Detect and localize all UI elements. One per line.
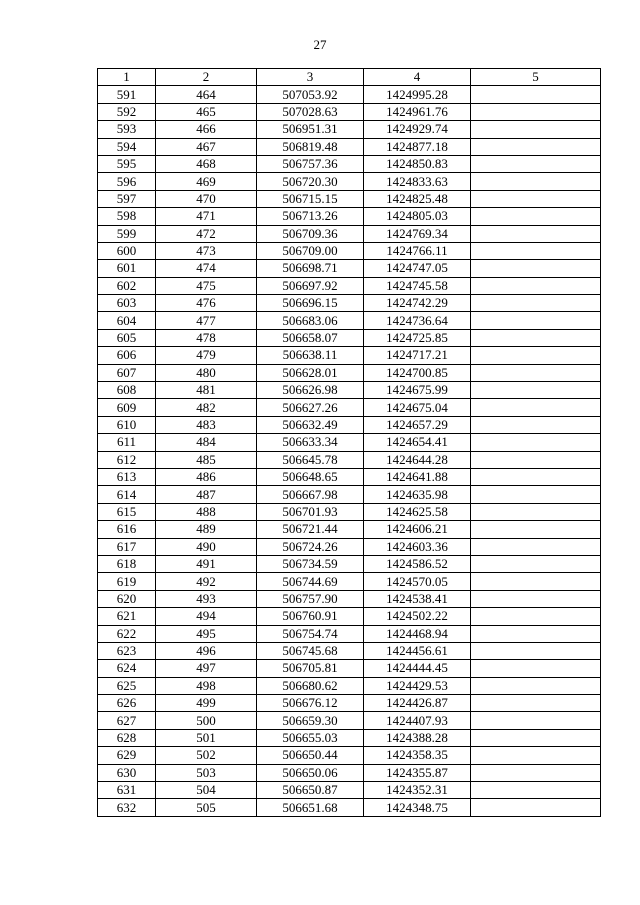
table-cell-col-4: 1424769.34 <box>364 225 471 242</box>
table-row <box>98 764 601 781</box>
table-cell-col-2: 485 <box>156 451 257 468</box>
table-row <box>98 416 601 433</box>
table-cell-col-2: 464 <box>156 86 257 103</box>
table-cell-col-5 <box>471 625 601 642</box>
table-cell-col-3: 506744.69 <box>257 573 364 590</box>
table-row <box>98 712 601 729</box>
table-cell-col-3: 506709.36 <box>257 225 364 242</box>
table-cell-col-2: 494 <box>156 608 257 625</box>
table-cell-col-5 <box>471 695 601 712</box>
table-cell-col-4: 1424850.83 <box>364 155 471 172</box>
table-cell-col-1: 631 <box>98 782 156 799</box>
table-row <box>98 729 601 746</box>
table-cell-col-5 <box>471 764 601 781</box>
table-cell-col-4: 1424675.04 <box>364 399 471 416</box>
table-cell-col-3: 506701.93 <box>257 503 364 520</box>
table-cell-col-2: 484 <box>156 434 257 451</box>
table-cell-col-1: 596 <box>98 173 156 190</box>
table-cell-col-3: 506698.71 <box>257 260 364 277</box>
table-cell-col-3: 506680.62 <box>257 677 364 694</box>
table-cell-col-4: 1424603.36 <box>364 538 471 555</box>
table-cell-col-4: 1424358.35 <box>364 747 471 764</box>
table-cell-col-3: 506683.06 <box>257 312 364 329</box>
table-cell-col-5 <box>471 799 601 816</box>
table-row <box>98 625 601 642</box>
table-cell-col-1: 632 <box>98 799 156 816</box>
table-cell-col-1: 626 <box>98 695 156 712</box>
table-row <box>98 399 601 416</box>
table-cell-col-4: 1424805.03 <box>364 208 471 225</box>
table-row <box>98 451 601 468</box>
table-cell-col-4: 1424700.85 <box>364 364 471 381</box>
table-cell-col-5 <box>471 642 601 659</box>
table-cell-col-4: 1424641.88 <box>364 468 471 485</box>
table-cell-col-5 <box>471 242 601 259</box>
table-cell-col-2: 495 <box>156 625 257 642</box>
table-cell-col-4: 1424929.74 <box>364 121 471 138</box>
table-cell-col-1: 612 <box>98 451 156 468</box>
table-cell-col-4: 1424833.63 <box>364 173 471 190</box>
table-row <box>98 173 601 190</box>
table-cell-col-5 <box>471 590 601 607</box>
table-cell-col-4: 1424586.52 <box>364 555 471 572</box>
table-cell-col-3: 506667.98 <box>257 486 364 503</box>
table-row <box>98 242 601 259</box>
table-cell-col-1: 613 <box>98 468 156 485</box>
table-row <box>98 86 601 103</box>
table-cell-col-5 <box>471 729 601 746</box>
table-cell-col-4: 1424654.41 <box>364 434 471 451</box>
table-row <box>98 503 601 520</box>
table-body <box>98 86 601 816</box>
table-cell-col-3: 506757.36 <box>257 155 364 172</box>
table-cell-col-4: 1424570.05 <box>364 573 471 590</box>
table-cell-col-5 <box>471 364 601 381</box>
table-cell-col-3: 506650.06 <box>257 764 364 781</box>
coordinates-table <box>97 68 601 817</box>
table-row <box>98 468 601 485</box>
table-cell-col-3: 506754.74 <box>257 625 364 642</box>
table-cell-col-1: 625 <box>98 677 156 694</box>
table-cell-col-2: 478 <box>156 329 257 346</box>
table-cell-col-2: 473 <box>156 242 257 259</box>
table-cell-col-1: 616 <box>98 521 156 538</box>
table-row <box>98 608 601 625</box>
table-cell-col-2: 472 <box>156 225 257 242</box>
table-cell-col-3: 506651.68 <box>257 799 364 816</box>
table-cell-col-4: 1424625.58 <box>364 503 471 520</box>
table-header-row <box>98 69 601 86</box>
table-cell-col-3: 506720.30 <box>257 173 364 190</box>
table-cell-col-1: 614 <box>98 486 156 503</box>
table-cell-col-1: 591 <box>98 86 156 103</box>
table-cell-col-1: 601 <box>98 260 156 277</box>
table-cell-col-5 <box>471 190 601 207</box>
table-row <box>98 329 601 346</box>
table-cell-col-5 <box>471 468 601 485</box>
table-cell-col-3: 506676.12 <box>257 695 364 712</box>
table-cell-col-4: 1424635.98 <box>364 486 471 503</box>
table-row <box>98 642 601 659</box>
table-cell-col-5 <box>471 486 601 503</box>
table-cell-col-2: 465 <box>156 103 257 120</box>
table-cell-col-2: 493 <box>156 590 257 607</box>
table-cell-col-2: 497 <box>156 660 257 677</box>
table-cell-col-1: 592 <box>98 103 156 120</box>
table-cell-col-4: 1424388.28 <box>364 729 471 746</box>
table-cell-col-3: 506951.31 <box>257 121 364 138</box>
table-cell-col-1: 615 <box>98 503 156 520</box>
table-cell-col-2: 480 <box>156 364 257 381</box>
table-cell-col-4: 1424725.85 <box>364 329 471 346</box>
table-cell-col-1: 605 <box>98 329 156 346</box>
table-cell-col-5 <box>471 399 601 416</box>
table-cell-col-3: 506709.00 <box>257 242 364 259</box>
table-row <box>98 573 601 590</box>
table-row <box>98 155 601 172</box>
table-cell-col-2: 500 <box>156 712 257 729</box>
table-cell-col-4: 1424348.75 <box>364 799 471 816</box>
table-cell-col-2: 491 <box>156 555 257 572</box>
table-cell-col-4: 1424468.94 <box>364 625 471 642</box>
table-cell-col-1: 595 <box>98 155 156 172</box>
table-cell-col-2: 481 <box>156 382 257 399</box>
table-cell-col-3: 506659.30 <box>257 712 364 729</box>
table-cell-col-2: 468 <box>156 155 257 172</box>
table-cell-col-3: 506638.11 <box>257 347 364 364</box>
table-cell-col-1: 622 <box>98 625 156 642</box>
table-cell-col-3: 506734.59 <box>257 555 364 572</box>
table-cell-col-3: 506645.78 <box>257 451 364 468</box>
table-cell-col-1: 593 <box>98 121 156 138</box>
table-cell-col-5 <box>471 86 601 103</box>
table-cell-col-1: 629 <box>98 747 156 764</box>
table-cell-col-2: 502 <box>156 747 257 764</box>
table-cell-col-1: 628 <box>98 729 156 746</box>
table-row <box>98 208 601 225</box>
table-cell-col-2: 499 <box>156 695 257 712</box>
table-cell-col-2: 492 <box>156 573 257 590</box>
table-row <box>98 103 601 120</box>
table-cell-col-3: 506648.65 <box>257 468 364 485</box>
table-cell-col-4: 1424538.41 <box>364 590 471 607</box>
table-cell-col-1: 607 <box>98 364 156 381</box>
table-cell-col-4: 1424355.87 <box>364 764 471 781</box>
table-cell-col-3: 506658.07 <box>257 329 364 346</box>
table-cell-col-4: 1424407.93 <box>364 712 471 729</box>
table-row <box>98 260 601 277</box>
table-cell-col-5 <box>471 155 601 172</box>
table-cell-col-3: 506627.26 <box>257 399 364 416</box>
table-cell-col-3: 506757.90 <box>257 590 364 607</box>
table-cell-col-4: 1424995.28 <box>364 86 471 103</box>
page-number: 27 <box>313 37 327 52</box>
table-cell-col-4: 1424644.28 <box>364 451 471 468</box>
table-cell-col-5 <box>471 538 601 555</box>
table-cell-col-3: 506628.01 <box>257 364 364 381</box>
table-cell-col-4: 1424745.58 <box>364 277 471 294</box>
table-cell-col-4: 1424717.21 <box>364 347 471 364</box>
table-cell-col-2: 498 <box>156 677 257 694</box>
table-cell-col-1: 609 <box>98 399 156 416</box>
table-cell-col-5 <box>471 347 601 364</box>
table-cell-col-5 <box>471 295 601 312</box>
table-cell-col-3: 506696.15 <box>257 295 364 312</box>
table-row <box>98 138 601 155</box>
table-row <box>98 486 601 503</box>
table-cell-col-1: 621 <box>98 608 156 625</box>
table-row <box>98 277 601 294</box>
table-cell-col-5 <box>471 521 601 538</box>
table-cell-col-2: 470 <box>156 190 257 207</box>
table-cell-col-2: 476 <box>156 295 257 312</box>
table-cell-col-1: 608 <box>98 382 156 399</box>
table-cell-col-1: 597 <box>98 190 156 207</box>
table-cell-col-5 <box>471 503 601 520</box>
table-cell-col-5 <box>471 260 601 277</box>
table-cell-col-3: 506697.92 <box>257 277 364 294</box>
table-cell-col-1: 600 <box>98 242 156 259</box>
column-header-5: 5 <box>471 69 601 86</box>
table-cell-col-3: 506745.68 <box>257 642 364 659</box>
table-cell-col-2: 483 <box>156 416 257 433</box>
table-cell-col-3: 506655.03 <box>257 729 364 746</box>
table-cell-col-1: 602 <box>98 277 156 294</box>
table-row <box>98 121 601 138</box>
table-cell-col-3: 506650.87 <box>257 782 364 799</box>
table-cell-col-5 <box>471 712 601 729</box>
table-row <box>98 312 601 329</box>
table-cell-col-5 <box>471 312 601 329</box>
table-cell-col-2: 487 <box>156 486 257 503</box>
table-cell-col-5 <box>471 121 601 138</box>
table-row <box>98 295 601 312</box>
table-row <box>98 660 601 677</box>
table-row <box>98 190 601 207</box>
table-cell-col-1: 619 <box>98 573 156 590</box>
table-cell-col-3: 506715.15 <box>257 190 364 207</box>
table-cell-col-2: 471 <box>156 208 257 225</box>
table-cell-col-2: 488 <box>156 503 257 520</box>
table-cell-col-3: 506713.26 <box>257 208 364 225</box>
table-cell-col-4: 1424657.29 <box>364 416 471 433</box>
table-cell-col-4: 1424456.61 <box>364 642 471 659</box>
column-header-1: 1 <box>98 69 156 86</box>
table-row <box>98 382 601 399</box>
table-cell-col-3: 506760.91 <box>257 608 364 625</box>
table-cell-col-1: 603 <box>98 295 156 312</box>
table-cell-col-1: 598 <box>98 208 156 225</box>
table-cell-col-5 <box>471 173 601 190</box>
table-row <box>98 590 601 607</box>
table-cell-col-5 <box>471 608 601 625</box>
table-cell-col-4: 1424961.76 <box>364 103 471 120</box>
table-cell-col-5 <box>471 573 601 590</box>
table-cell-col-5 <box>471 382 601 399</box>
table-cell-col-5 <box>471 103 601 120</box>
table-cell-col-5 <box>471 329 601 346</box>
table-cell-col-5 <box>471 416 601 433</box>
table-cell-col-1: 618 <box>98 555 156 572</box>
table-cell-col-3: 506721.44 <box>257 521 364 538</box>
table-cell-col-5 <box>471 660 601 677</box>
table-cell-col-4: 1424877.18 <box>364 138 471 155</box>
table-cell-col-2: 475 <box>156 277 257 294</box>
table-cell-col-3: 506632.49 <box>257 416 364 433</box>
table-cell-col-1: 594 <box>98 138 156 155</box>
table-cell-col-5 <box>471 555 601 572</box>
table-cell-col-1: 604 <box>98 312 156 329</box>
table-cell-col-3: 506650.44 <box>257 747 364 764</box>
table-cell-col-4: 1424444.45 <box>364 660 471 677</box>
table-row <box>98 521 601 538</box>
table-cell-col-5 <box>471 208 601 225</box>
table-cell-col-1: 620 <box>98 590 156 607</box>
table-cell-col-3: 506633.34 <box>257 434 364 451</box>
table-cell-col-2: 469 <box>156 173 257 190</box>
table-cell-col-5 <box>471 782 601 799</box>
table-cell-col-4: 1424606.21 <box>364 521 471 538</box>
table-cell-col-1: 599 <box>98 225 156 242</box>
table-row <box>98 347 601 364</box>
table-cell-col-3: 507028.63 <box>257 103 364 120</box>
column-header-2: 2 <box>156 69 257 86</box>
column-header-3: 3 <box>257 69 364 86</box>
table-row <box>98 799 601 816</box>
table-cell-col-4: 1424502.22 <box>364 608 471 625</box>
table-cell-col-1: 606 <box>98 347 156 364</box>
table-cell-col-1: 623 <box>98 642 156 659</box>
table-cell-col-1: 611 <box>98 434 156 451</box>
table-cell-col-2: 496 <box>156 642 257 659</box>
table-cell-col-2: 479 <box>156 347 257 364</box>
table-cell-col-3: 506626.98 <box>257 382 364 399</box>
table-cell-col-1: 627 <box>98 712 156 729</box>
table-cell-col-1: 617 <box>98 538 156 555</box>
table-row <box>98 555 601 572</box>
table-cell-col-2: 482 <box>156 399 257 416</box>
table-row <box>98 538 601 555</box>
table-cell-col-2: 486 <box>156 468 257 485</box>
table-row <box>98 225 601 242</box>
table-row <box>98 695 601 712</box>
table-cell-col-2: 467 <box>156 138 257 155</box>
table-cell-col-1: 630 <box>98 764 156 781</box>
table-cell-col-3: 506819.48 <box>257 138 364 155</box>
table-header <box>98 69 601 86</box>
table-cell-col-4: 1424426.87 <box>364 695 471 712</box>
table-row <box>98 364 601 381</box>
column-header-4: 4 <box>364 69 471 86</box>
table-row <box>98 434 601 451</box>
table-cell-col-4: 1424352.31 <box>364 782 471 799</box>
table-cell-col-2: 503 <box>156 764 257 781</box>
table-cell-col-2: 474 <box>156 260 257 277</box>
table-cell-col-1: 624 <box>98 660 156 677</box>
table-cell-col-4: 1424825.48 <box>364 190 471 207</box>
table-cell-col-4: 1424742.29 <box>364 295 471 312</box>
table-cell-col-4: 1424736.64 <box>364 312 471 329</box>
table-cell-col-5 <box>471 677 601 694</box>
table-cell-col-2: 504 <box>156 782 257 799</box>
table-cell-col-1: 610 <box>98 416 156 433</box>
table-cell-col-4: 1424766.11 <box>364 242 471 259</box>
table-cell-col-2: 490 <box>156 538 257 555</box>
table-row <box>98 677 601 694</box>
table-cell-col-2: 505 <box>156 799 257 816</box>
table-row <box>98 747 601 764</box>
table-cell-col-5 <box>471 451 601 468</box>
table-cell-col-5 <box>471 225 601 242</box>
table-row <box>98 782 601 799</box>
table-cell-col-3: 507053.92 <box>257 86 364 103</box>
table-cell-col-5 <box>471 277 601 294</box>
table-cell-col-2: 466 <box>156 121 257 138</box>
table-cell-col-5 <box>471 747 601 764</box>
table-cell-col-2: 477 <box>156 312 257 329</box>
table-cell-col-5 <box>471 434 601 451</box>
table-cell-col-2: 489 <box>156 521 257 538</box>
table-cell-col-4: 1424429.53 <box>364 677 471 694</box>
table-cell-col-3: 506724.26 <box>257 538 364 555</box>
table-cell-col-2: 501 <box>156 729 257 746</box>
table-cell-col-4: 1424675.99 <box>364 382 471 399</box>
table-cell-col-3: 506705.81 <box>257 660 364 677</box>
table-cell-col-5 <box>471 138 601 155</box>
table-cell-col-4: 1424747.05 <box>364 260 471 277</box>
